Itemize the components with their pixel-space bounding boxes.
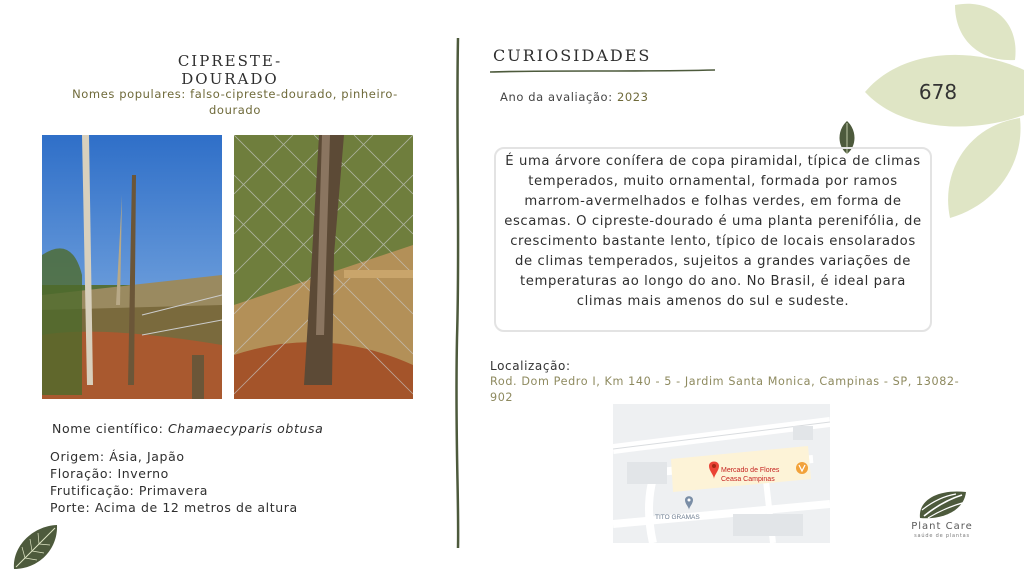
tree-photo-1 <box>42 135 222 399</box>
map-place-line1: Mercado de Flores <box>721 467 780 474</box>
fact-label: Origem: <box>50 449 105 464</box>
fact-origin <box>50 448 298 465</box>
scientific-name-value: Chamaecyparis obtusa <box>167 421 324 436</box>
map-poi-label: TITO GRAMAS <box>655 514 700 521</box>
location-label: Localização: <box>490 359 571 373</box>
tree-photo-2 <box>234 135 413 399</box>
plant-care-logo-icon <box>916 488 970 520</box>
fact-label: Frutificação: <box>50 483 135 498</box>
fact-size <box>50 499 298 516</box>
year-label: Ano da avaliação: <box>500 90 613 104</box>
fact-fruiting <box>50 482 298 499</box>
title-underline <box>490 68 715 74</box>
popular-names-label: Nomes populares: <box>72 87 186 101</box>
logo-name: Plant Care <box>911 521 973 532</box>
location-map[interactable] <box>613 404 830 543</box>
leaf-decoration-icon <box>10 522 60 572</box>
popular-names-value: falso-cipreste-dourado, pinheiro-dourado <box>190 87 398 117</box>
curiosities-title: CURIOSIDADES <box>493 46 652 65</box>
fact-label: Floração: <box>50 466 113 481</box>
scientific-name-label: Nome científico: <box>52 421 164 436</box>
fact-value: Inverno <box>117 466 169 481</box>
fact-value: Ásia, Japão <box>109 449 185 464</box>
map-place-line2: Ceasa Campinas <box>721 476 775 483</box>
year-value: 2023 <box>616 90 649 104</box>
fact-flowering <box>50 465 298 482</box>
description-box: É uma árvore conífera de copa piramidal, típica de climas temperados, muito ornamental, formada por ramos marrom-avermelhados e folhas verdes, em forma de escamas. O cipreste-dourado é uma planta perenifólia, de crescimento bastante lento, típico de locais ensolarados de climas temperados, sujeitos a grandes variações de temperaturas ao longo do ano. No Brasil, é ideal para climas mais amenos do sul e sudeste. <box>494 147 932 332</box>
column-divider <box>452 38 464 548</box>
evaluation-year <box>500 90 649 104</box>
logo-tagline: saúde de plantas <box>914 533 970 539</box>
scientific-name <box>52 421 323 436</box>
fact-value: Primavera <box>138 483 208 498</box>
plant-number: 678 <box>918 80 958 104</box>
fact-value: Acima de 12 metros de altura <box>94 500 298 515</box>
plant-name-title: CIPRESTE-DOURADO <box>177 52 283 88</box>
popular-names <box>50 86 420 118</box>
plant-facts <box>50 448 298 516</box>
location-address: Rod. Dom Pedro I, Km 140 - 5 - Jardim Santa Monica, Campinas - SP, 13082-902 <box>490 375 960 404</box>
fact-label: Porte: <box>50 500 91 515</box>
